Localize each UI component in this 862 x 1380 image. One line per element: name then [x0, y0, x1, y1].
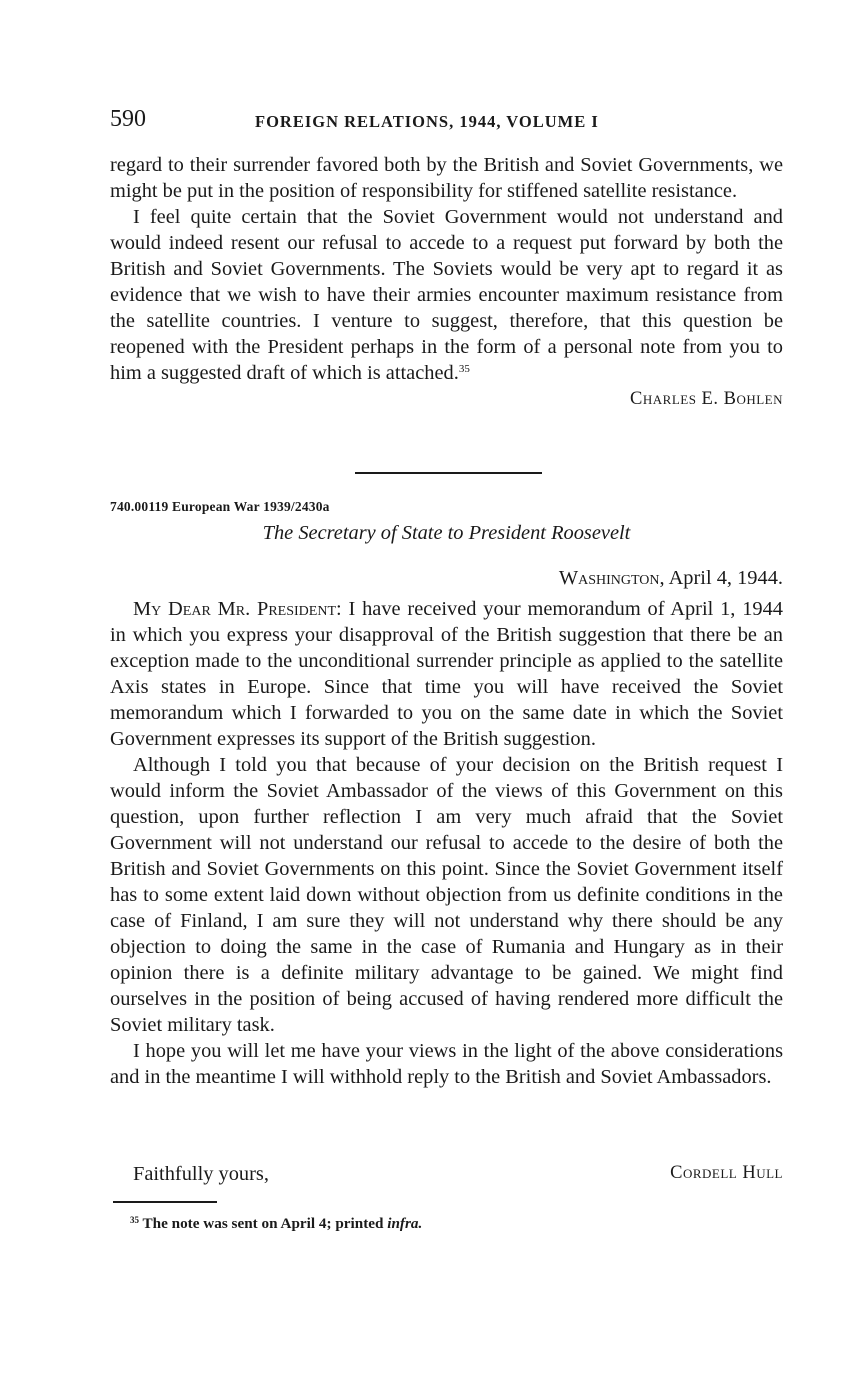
memo-paragraph-2: I feel quite certain that the Soviet Government would not understand and would indeed resent our refusal to accede to a request put forward by both the British and Soviet Governments. The Soviets would be very apt to regard it as evidence that we wish to have their armies encounter maximum resistance from the satellite countries. I venture to suggest, therefore, that this question be reopened with the President perhaps in the form of a personal note from you to him a suggested draft of which is attached.$^{35}$: [110, 206, 783, 384]
continued-memo: [110, 152, 783, 412]
footnote-ref: 35: [458, 363, 470, 375]
letter-paragraph-3: I hope you will let me have your views in the light of the above considerations and in the meantime I will withhold reply to the British and Soviet Ambassadors.: [110, 1040, 783, 1088]
file-number: 740.00119 European War 1939/2430a: [110, 499, 330, 514]
footnote-divider: [113, 1201, 217, 1203]
dateline-place: Washington: [558, 567, 660, 589]
page-number: 590: [110, 106, 146, 132]
footnote-number: 35: [130, 1215, 139, 1225]
footnote: $^{35}$ The note was sent on April 4; printed infra.: [130, 1215, 423, 1232]
letter-paragraph-2: Although I told you that because of your decision on the British request I would inform the Soviet Ambassador of the views of this Government on this question, upon further reflection I am very much afraid that the Soviet Government will not understand our refusal to accede to the desire of both the British and Soviet Governments on this point. Since the Soviet Government itself has to some extent laid down without objection from us definite conditions in the case of Finland, I am sure they will not understand why there should be any objection to doing the same in the case of Rumania and Hungary as in their opinion there is a definite military advantage to be gained. We might find ourselves in the position of being accused of having rendered more difficult the Soviet military task.: [110, 754, 783, 1036]
signer: Cordell Hull: [670, 1163, 783, 1183]
dateline-date: , April 4, 1944.: [659, 567, 783, 589]
valediction: Faithfully yours,: [133, 1163, 269, 1185]
footnote-italic: infra.: [387, 1215, 423, 1232]
memo-signature: Charles E. Bohlen: [630, 389, 783, 409]
memo-paragraph-1: regard to their surrender favored both by the British and Soviet Governments, we might be put in the position of responsibility for stiffened satellite resistance.: [110, 154, 783, 202]
section-divider: [355, 472, 542, 474]
letter-paragraph-1: My Dear Mr. President: I have received your memorandum of April 1, 1944 in which you express your disapproval of the British suggestion that there be an exception made to the unconditional surrender principle as applied to the satellite Axis states in Europe. Since that time you will have received the Soviet memorandum which I forwarded to you on the same date in which the Soviet Government expresses its support of the British suggestion.: [110, 598, 783, 750]
letter-closing: [110, 1163, 783, 1189]
letter-body: [110, 596, 783, 1090]
page-header: [110, 104, 783, 138]
running-head: FOREIGN RELATIONS, 1944, VOLUME I: [255, 112, 599, 131]
document-title: The Secretary of State to President Roosevelt: [262, 522, 631, 544]
salutation: My Dear Mr. President:: [133, 598, 342, 620]
dateline: [110, 567, 783, 590]
